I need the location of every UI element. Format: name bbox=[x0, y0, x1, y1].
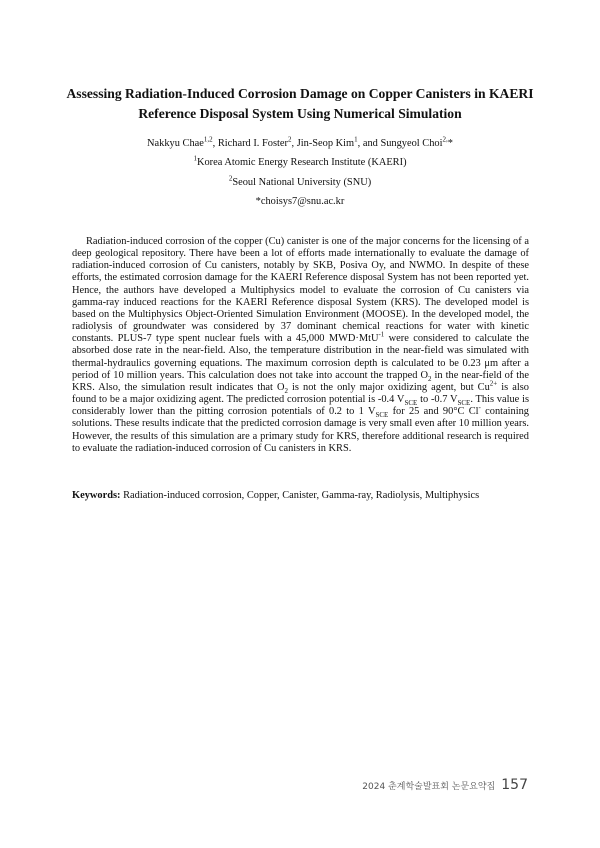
abstract-subscript: 2 bbox=[284, 386, 288, 395]
affiliation-number: 1 bbox=[193, 154, 197, 163]
author-separator: , bbox=[291, 138, 297, 149]
abstract-paragraph bbox=[72, 236, 529, 455]
author-list bbox=[40, 137, 560, 151]
author-name: Sungyeol Choi bbox=[380, 138, 443, 149]
affiliation-2 bbox=[40, 176, 560, 190]
abstract-subscript: SCE bbox=[375, 411, 389, 420]
author-name: Jin-Seop Kim bbox=[296, 138, 355, 149]
abstract-text: is not the only major oxidizing agent, but Cu bbox=[287, 381, 490, 393]
title-line-2: Reference Disposal System Using Numerical Simulation bbox=[138, 106, 462, 121]
conference-name: 2024 춘계학술발표회 논문요약집 bbox=[362, 782, 496, 792]
abstract-text: Radiation-induced corrosion of the copper (Cu) canister is one of the major concerns for the licensing of a deep geological repository. There have been a lot of efforts made internationally to evaluate the damage of radiation-induced corrosion of Cu canisters, notably by SKB, Posiva Oy, and NWMO. In despite of these efforts, the estimated corrosion damage for the KAERI Reference disposal System has not been reported yet. Hence, the authors have developed a Multiphysics model to evaluate the corrosion of Cu canisters via gamma-ray induced reactions for the KAERI Reference disposal System (KRS). The developed model is based on the Multiphysics Object-Oriented Simulation Environment (MOOSE). In the developed model, the radiolysis of groundwater was considered by 37 dominant chemical reactions for water with kinetic constants. PLUS-7 type spent nuclear fuels with a 45,000 MWD·MtU bbox=[72, 236, 529, 345]
abstract-text: were considered to calculate the absorbed dose rate in the near-field. Also, the temperature distribution in the near-field was simulated with thermal-hydraulics governing equations. The maximum corrosion depth is calculated to be 0.23 μm after a period of 10 million years. This calculation does not take into account the trapped O bbox=[72, 333, 529, 381]
paper-title bbox=[60, 84, 540, 124]
abstract-text: containing solutions. These results indicate that the predicted corrosion damage is very small even after 10 million years. However, the results of this simulation are a primary study for KRS, therefore additional research is required to evaluate the radiation-induced corrosion of Cu canisters in KRS. bbox=[72, 406, 530, 454]
affiliation-text: Korea Atomic Energy Research Institute (KAERI) bbox=[196, 157, 407, 168]
author-affiliation-mark: 1,2 bbox=[203, 135, 213, 144]
abstract-superscript: -1 bbox=[378, 330, 385, 339]
abstract-text: to -0.7 V bbox=[417, 394, 458, 406]
abstract-superscript: - bbox=[478, 403, 481, 412]
author-name: Nakkyu Chae bbox=[147, 138, 204, 149]
author-affiliation-mark: 2 bbox=[287, 135, 292, 144]
author-affiliation-mark: 2, bbox=[442, 135, 448, 144]
abstract-text: is also found to be a major oxidizing agent. The predicted corrosion potential is -0.4 V bbox=[72, 381, 529, 406]
keywords bbox=[72, 489, 529, 502]
abstract-subscript: SCE bbox=[457, 399, 471, 408]
keywords-label: Keywords: bbox=[72, 490, 121, 501]
affiliation-text: Seoul National University (SNU) bbox=[232, 177, 372, 188]
corresponding-author-mark: * bbox=[447, 138, 453, 149]
keywords-list: Radiation-induced corrosion, Copper, Canister, Gamma-ray, Radiolysis, Multiphysics bbox=[120, 490, 480, 501]
corresponding-email: *choisys7@snu.ac.kr bbox=[255, 196, 345, 207]
title-line-1: Assessing Radiation-Induced Corrosion Damage on Copper Canisters in KAERI bbox=[66, 86, 534, 101]
affiliation-number: 2 bbox=[228, 174, 233, 183]
author-affiliation-mark: 1 bbox=[354, 135, 358, 144]
author-separator: , and bbox=[357, 138, 381, 149]
page-number: 157 bbox=[501, 777, 528, 793]
abstract-text: in the near-field of the KRS. Also, the simulation result indicates that O bbox=[72, 369, 529, 393]
abstract-subscript: SCE bbox=[404, 399, 418, 408]
abstract-text: . This value is considerably lower than the pitting corrosion potentials of 0.2 to 1 V bbox=[72, 394, 530, 418]
affiliation-1 bbox=[40, 156, 560, 170]
abstract-subscript: 2 bbox=[428, 374, 432, 383]
abstract-superscript: 2+ bbox=[489, 379, 498, 388]
page-footer bbox=[362, 777, 528, 793]
author-separator: , bbox=[212, 138, 218, 149]
author-name: Richard I. Foster bbox=[217, 138, 288, 149]
abstract-text: for 25 and 90°C Cl bbox=[388, 406, 479, 418]
